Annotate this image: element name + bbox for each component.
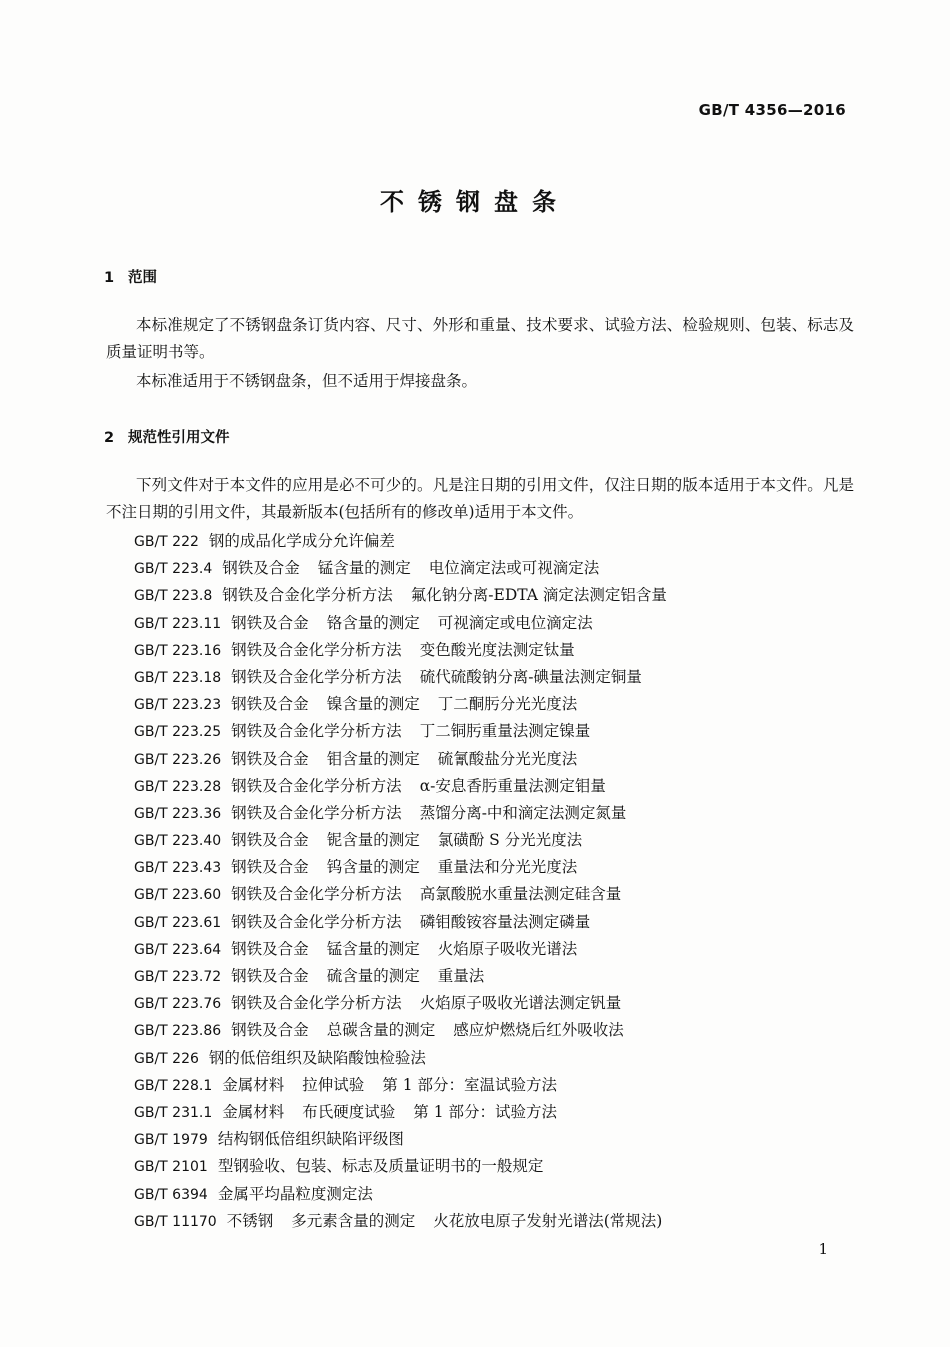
references-intro-paragraph: 下列文件对于本文件的应用是必不可少的。凡是注日期的引用文件，仅注日期的版本适用于本文件。凡是不注日期的引用文件，其最新版本(包括所有的修改单)适用于本文件。	[106, 476, 854, 521]
reference-title-part: 钢铁及合金化学分析方法	[231, 885, 402, 904]
reference-title-part: 可视滴定或电位滴定法	[437, 613, 593, 632]
reference-title-part: 金属平均晶粒度测定法	[217, 1184, 373, 1203]
reference-title-part: 磷钼酸铵容量法测定磷量	[419, 912, 591, 931]
reference-item	[134, 963, 854, 990]
reference-title-part: 硫含量的测定	[326, 967, 420, 985]
reference-code: GB/T 223.25	[134, 724, 222, 741]
reference-title-part: 锰含量的测定	[317, 559, 411, 578]
reference-code: GB/T 223.36	[134, 805, 222, 822]
reference-item	[134, 718, 854, 745]
reference-title-part: 钢铁及合金	[231, 749, 309, 768]
reference-title-part: 蒸馏分离-中和滴定法测定氮量	[419, 803, 627, 822]
standard-code: GB/T 4356—2016	[698, 101, 846, 119]
reference-item	[134, 1153, 854, 1180]
reference-item	[134, 1181, 854, 1208]
reference-title-part: 钢的低倍组织及缺陷酸蚀检验法	[208, 1048, 426, 1067]
reference-title-part: 第 1 部分：室温试验方法	[382, 1075, 558, 1094]
reference-code: GB/T 228.1	[134, 1077, 213, 1094]
reference-title-part: 钢铁及合金化学分析方法	[222, 586, 393, 605]
reference-title-part: 钢铁及合金	[231, 967, 309, 985]
reference-title-part: 变色酸光度法测定钛量	[419, 640, 575, 659]
reference-code: GB/T 223.11	[134, 615, 222, 632]
reference-title-part: 钢铁及合金化学分析方法	[231, 912, 402, 931]
reference-code: GB/T 223.4	[134, 561, 213, 578]
reference-title-part: 钢铁及合金化学分析方法	[231, 722, 402, 741]
reference-title-part: 金属材料	[222, 1075, 285, 1094]
reference-title-part: 多元素含量的测定	[291, 1211, 416, 1230]
reference-item	[134, 637, 854, 664]
reference-list	[134, 528, 854, 1235]
section-title: 范围	[128, 270, 157, 286]
section-number: 1	[104, 270, 115, 286]
reference-title-part: 钢铁及合金	[231, 831, 309, 850]
reference-item	[134, 936, 854, 963]
reference-code: GB/T 223.23	[134, 697, 222, 714]
reference-title-part: 不锈钢	[226, 1211, 274, 1230]
reference-item	[134, 909, 854, 936]
reference-item	[134, 827, 854, 854]
reference-code: GB/T 223.72	[134, 969, 222, 985]
reference-title-part: 锰含量的测定	[326, 939, 420, 958]
reference-title-part: 钼含量的测定	[326, 749, 420, 768]
reference-title-part: 钢铁及合金	[222, 559, 300, 578]
reference-title-part: 钢铁及合金	[231, 613, 309, 632]
reference-item	[134, 773, 854, 800]
reference-title-part: 第 1 部分：试验方法	[413, 1102, 558, 1121]
reference-title-part: 钢的成品化学成分允许偏差	[208, 532, 395, 550]
reference-title-part: α-安息香肟重量法测定钼量	[419, 776, 606, 795]
reference-code: GB/T 223.18	[134, 669, 222, 686]
reference-item	[134, 1208, 854, 1235]
reference-item	[134, 1045, 854, 1072]
scope-paragraph: 本标准适用于不锈钢盘条，但不适用于焊接盘条。	[136, 372, 478, 390]
reference-code: GB/T 223.61	[134, 914, 222, 931]
reference-item	[134, 881, 854, 908]
reference-code: GB/T 223.8	[134, 588, 213, 605]
reference-title-part: 金属材料	[222, 1102, 285, 1121]
reference-item	[134, 854, 854, 881]
section-number: 2	[104, 430, 115, 446]
reference-title-part: 硫代硫酸钠分离-碘量法测定铜量	[419, 667, 642, 686]
reference-item	[134, 610, 854, 637]
reference-title-part: 火焰原子吸收光谱法	[437, 939, 578, 958]
reference-title-part: 钢铁及合金	[231, 858, 309, 877]
reference-code: GB/T 11170	[134, 1213, 217, 1230]
reference-title-part: 钢铁及合金化学分析方法	[231, 667, 402, 686]
reference-code: GB/T 223.16	[134, 642, 222, 659]
reference-title-part: 重量法和分光光度法	[437, 858, 578, 877]
reference-title-part: 总碳含量的测定	[326, 1021, 436, 1040]
document-title: 不锈钢盘条	[380, 188, 570, 216]
reference-title-part: 布氏硬度试验	[302, 1102, 396, 1121]
reference-title-part: 丁二酮肟分光光度法	[437, 695, 578, 714]
reference-code: GB/T 223.60	[134, 887, 222, 904]
reference-code: GB/T 223.64	[134, 941, 222, 958]
reference-code: GB/T 1979	[134, 1132, 208, 1149]
reference-item	[134, 1099, 854, 1126]
reference-title-part: 感应炉燃烧后红外吸收法	[453, 1021, 624, 1040]
reference-title-part: 钢铁及合金	[231, 695, 309, 714]
reference-title-part: 铌含量的测定	[326, 831, 420, 850]
reference-item	[134, 1126, 854, 1153]
section-heading-normative-references	[104, 426, 230, 447]
section-title: 规范性引用文件	[128, 430, 230, 446]
reference-code: GB/T 223.26	[134, 751, 222, 768]
reference-title-part: 钢铁及合金化学分析方法	[231, 776, 402, 795]
reference-item	[134, 990, 854, 1017]
reference-code: GB/T 223.28	[134, 778, 222, 795]
reference-title-part: 拉伸试验	[302, 1075, 365, 1094]
reference-title-part: 钢铁及合金	[231, 1021, 309, 1040]
reference-title-part: 结构钢低倍组织缺陷评级图	[217, 1130, 404, 1149]
reference-title-part: 铬含量的测定	[326, 613, 420, 632]
reference-title-part: 氯磺酚 S 分光光度法	[437, 831, 583, 850]
reference-code: GB/T 226	[134, 1050, 199, 1067]
reference-code: GB/T 223.40	[134, 833, 222, 850]
reference-code: GB/T 6394	[134, 1186, 208, 1203]
reference-title-part: 钢铁及合金化学分析方法	[231, 994, 402, 1013]
reference-title-part: 镍含量的测定	[326, 695, 420, 714]
reference-code: GB/T 223.86	[134, 1023, 222, 1040]
reference-code: GB/T 2101	[134, 1159, 208, 1176]
reference-title-part: 高氯酸脱水重量法测定硅含量	[419, 885, 622, 904]
reference-item	[134, 691, 854, 718]
reference-item	[134, 664, 854, 691]
reference-item	[134, 1072, 854, 1099]
reference-item	[134, 800, 854, 827]
reference-title-part: 氟化钠分离-EDTA 滴定法测定铝含量	[410, 586, 667, 605]
reference-title-part: 钢铁及合金	[231, 939, 309, 958]
reference-item	[134, 1017, 854, 1044]
reference-title-part: 硫氰酸盐分光光度法	[437, 749, 578, 768]
reference-title-part: 电位滴定法或可视滴定法	[428, 559, 600, 578]
reference-title-part: 钢铁及合金化学分析方法	[231, 640, 402, 659]
reference-code: GB/T 223.76	[134, 996, 222, 1013]
reference-code: GB/T 223.43	[134, 860, 222, 877]
reference-title-part: 型钢验收、包装、标志及质量证明书的一般规定	[217, 1157, 544, 1176]
reference-item	[134, 746, 854, 773]
page-number: 1	[818, 1240, 828, 1258]
reference-item	[134, 582, 854, 609]
reference-title-part: 钨含量的测定	[326, 858, 420, 877]
reference-title-part: 火焰原子吸收光谱法测定钒量	[419, 994, 622, 1013]
reference-title-part: 重量法	[437, 967, 485, 985]
reference-title-part: 丁二铜肟重量法测定镍量	[419, 722, 591, 741]
reference-item	[134, 555, 854, 582]
reference-title-part: 火花放电原子发射光谱法(常规法)	[433, 1211, 663, 1230]
reference-item	[134, 528, 854, 555]
section-heading-scope	[104, 266, 157, 287]
reference-title-part: 钢铁及合金化学分析方法	[231, 803, 402, 822]
scope-paragraph: 本标准规定了不锈钢盘条订货内容、尺寸、外形和重量、技术要求、试验方法、检验规则、包装、标志及质量证明书等。	[106, 316, 854, 361]
reference-code: GB/T 231.1	[134, 1104, 213, 1121]
reference-code: GB/T 222	[134, 534, 199, 550]
